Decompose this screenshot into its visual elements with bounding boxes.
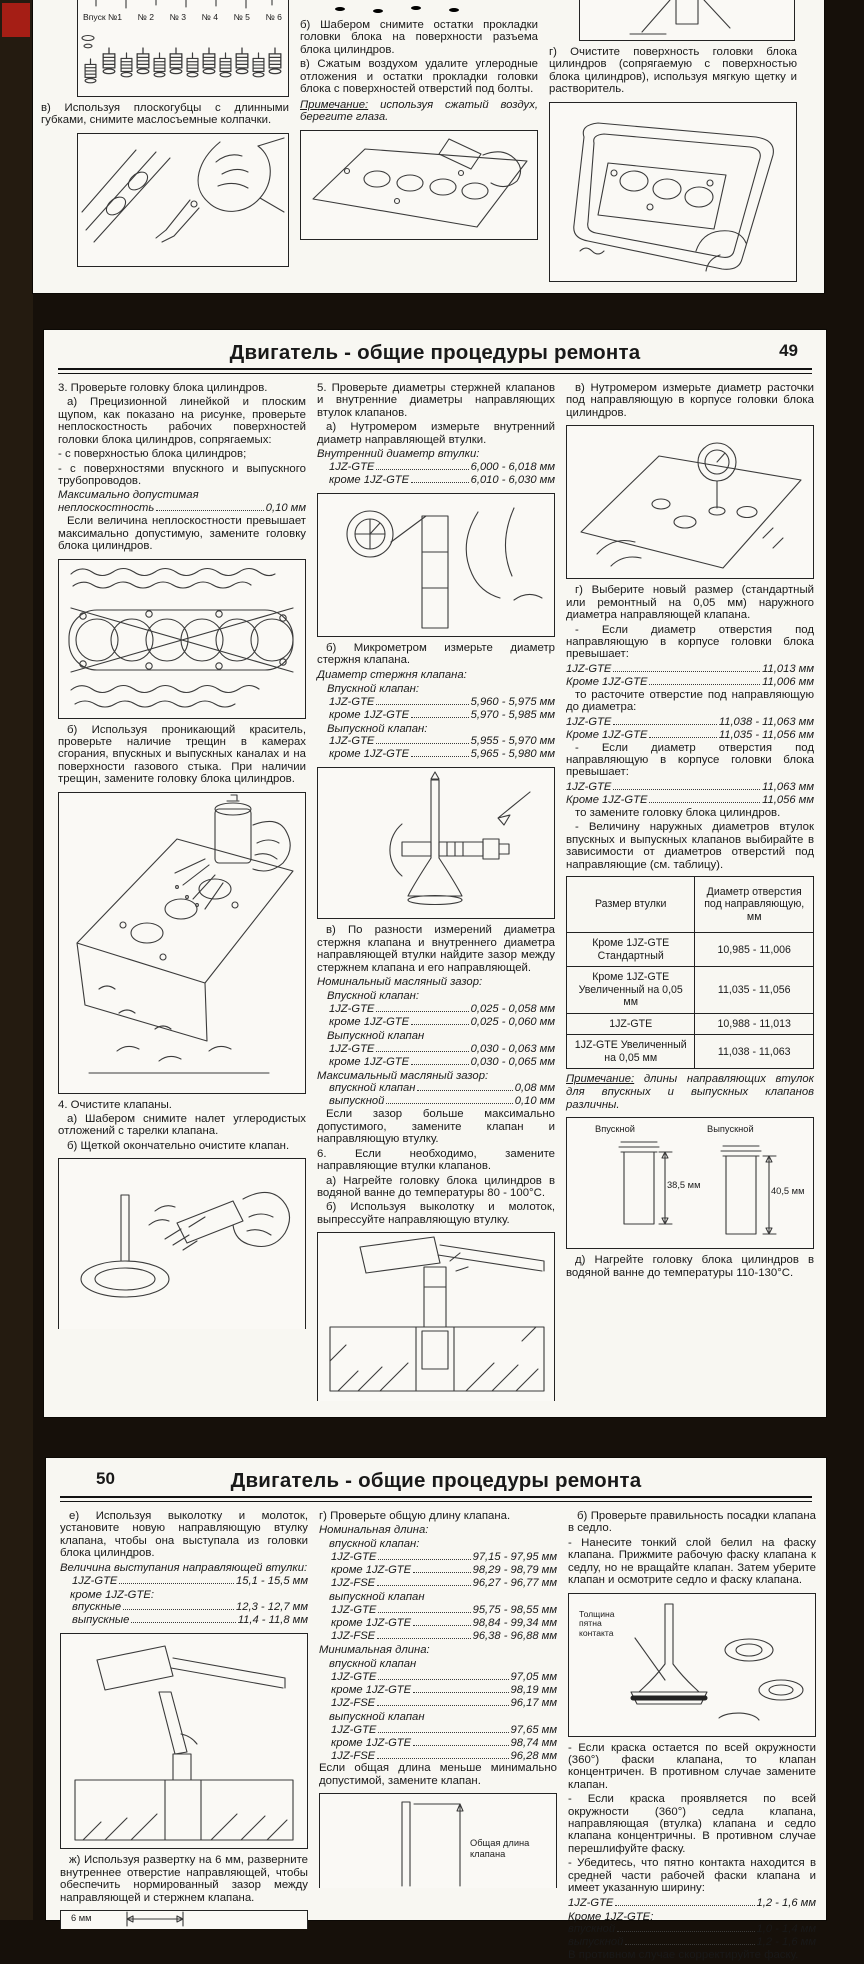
step-5-conclusion: Если зазор больше максимально допустимого, замените клапан и направляющую втулку. (317, 1108, 555, 1146)
figure-guide-lengths (566, 1117, 814, 1249)
spec-label: 1JZ-GTE (72, 1574, 118, 1587)
dotted-leader (376, 469, 468, 470)
page-number: 49 (779, 341, 798, 360)
spec-value: 0,08 мм (514, 1082, 555, 1095)
label-2: № 2 (137, 12, 155, 22)
table-header-size: Размер втулки (567, 876, 695, 933)
step-5b: б) Микрометром измерьте диаметр стержня клапана. (317, 641, 555, 667)
bore-in-head-sketch (567, 426, 811, 576)
spec-heading-intake: Впускной клапан: (327, 682, 420, 695)
step-g-valve-length: г) Проверьте общую длину клапана. (319, 1510, 511, 1522)
spec-heading-nominal-clearance: Номинальный масляный зазор: (317, 976, 483, 989)
step-3-title: 3. Проверьте головку блока цилиндров. (58, 382, 268, 394)
spec-line (58, 502, 306, 515)
spec-label: кроме 1JZ-GTE (329, 748, 410, 761)
dotted-leader (377, 1758, 508, 1759)
note-guide-lengths (566, 1073, 814, 1111)
condition-1: - Если диаметр отверстия под направляющую в корпусе головки блока превышает: (566, 623, 814, 661)
guide-install-sketch (61, 1634, 305, 1846)
spec-line (317, 1003, 555, 1016)
step-b-scraper: б) Шабером снимите остатки прокладки головки блока на поверхности разъема блока цилиндров. (300, 19, 538, 56)
table-cell-diameter: 10,985 - 11,006 (695, 933, 814, 967)
guide-selection-note: - Величину наружных диаметров втулок впускных и выпускных клапанов выбирайте в зависимости от диаметров отверстий под направляющие (см. таблицу). (566, 821, 814, 871)
correct-chamfer: В противном случае скорректируйте фаску. (568, 1949, 799, 1962)
step-6a: а) Нагрейте головку блока цилиндров в водяной ванне до температуры 80 - 100°С. (317, 1174, 555, 1199)
spec-line (319, 1630, 557, 1643)
spec-line (317, 1043, 555, 1056)
spec-label: неплоскостность (58, 502, 155, 515)
column-3 (568, 1510, 816, 1964)
guide-size-table (566, 876, 814, 1070)
step-3a: а) Прецизионной линейкой и плоским щупом, как показано на рисунке, проверьте неплоскостность рабочих поверхностей головки блока цилиндров, сопрягаемых: (58, 396, 306, 446)
page-50 (46, 1458, 826, 1962)
column-2 (317, 382, 555, 1401)
spec-heading-protrusion: Величина выступания направляющей втулки: (60, 1561, 308, 1574)
spec-value: 11,035 - 11,056 мм (718, 728, 814, 741)
table-cell-diameter: 11,035 - 11,056 (695, 967, 814, 1014)
spec-value: 6,010 - 6,030 мм (470, 473, 555, 486)
dotted-leader (131, 1622, 235, 1623)
table-row (567, 967, 814, 1014)
spec-value: 11,056 мм (762, 793, 814, 806)
spec-label: кроме 1JZ-GTE (329, 1055, 410, 1068)
spec-label: 1JZ-GTE (329, 1002, 375, 1015)
dotted-leader (411, 1064, 469, 1065)
spec-heading-stem-od: Диаметр стержня клапана: (317, 668, 467, 681)
solvent-tray-sketch (550, 103, 794, 279)
step-5v-clearance: в) По разности измерений диаметра стержня клапана и внутреннего диаметра направляющей втулки найдите зазор между стержнем клапана и его направляющей. (317, 924, 555, 974)
table-row (567, 933, 814, 967)
label-intake-length: 38,5 мм (667, 1180, 701, 1191)
spec-label: 1JZ-GTE (331, 1723, 377, 1736)
spec-label: 1JZ-GTE (329, 735, 375, 748)
spec-label: Кроме 1JZ-GTE (566, 675, 648, 688)
step-d-heat-head: д) Нагрейте головку блока цилиндров в водяной ванне до температуры 110-130°С. (566, 1254, 814, 1279)
dotted-leader (613, 671, 760, 672)
spec-line (319, 1551, 557, 1564)
step-e-install-guide: е) Используя выколотку и молоток, установите новую направляющую втулку клапана, чтобы она выступала из головки блока цилиндров. (60, 1510, 308, 1560)
table-cell-size: 1JZ-GTE Увеличенный на 0,05 мм (567, 1035, 695, 1069)
spec-line (319, 1617, 557, 1630)
red-corner-marker (2, 3, 30, 37)
seating-check-procedure: - Нанесите тонкий слой белил на фаску клапана. Прижмите рабочую фаску клапана к седлу, но не вращайте клапан. Затем уберите клапан и осмотрите седло и фаску клапана. (568, 1536, 816, 1587)
label-contact-width: Толщина пятна контакта (579, 1608, 615, 1638)
spec-value: 98,84 - 99,34 мм (472, 1616, 557, 1629)
note-text: используя сжатый воздух, берегите глаза. (300, 98, 538, 124)
page-title: Двигатель - общие процедуры ремонта (229, 341, 641, 364)
spec-heading-flatness: Максимально допустимая (58, 489, 199, 502)
dotted-leader (413, 1692, 508, 1693)
figure-pliers-oil-seal (77, 133, 289, 267)
dotted-leader (376, 743, 468, 744)
table-cell-size: Кроме 1JZ-GTE Увеличенный на 0,05 мм (567, 967, 695, 1014)
figure-valve-springs-chart (77, 0, 289, 97)
dotted-leader (123, 1609, 234, 1610)
spec-line (317, 461, 555, 474)
column-3 (566, 382, 814, 1401)
dotted-leader (376, 1051, 468, 1052)
column-1 (41, 0, 289, 287)
step-g-select-size: г) Выберите новый размер (стандартный или ремонтный на 0,05 мм) наружного диаметра направляющей клапана. (566, 584, 814, 622)
figure-dye-spray-check (58, 792, 306, 1094)
spec-line (566, 676, 814, 689)
spec-label: кроме 1JZ-GTE (331, 1564, 412, 1577)
spec-value: 11,013 мм (762, 662, 814, 675)
label-intake-1: Впуск №1 (83, 12, 123, 22)
spec-heading-intake: впускной клапан (329, 1657, 417, 1670)
spec-heading-except: Кроме 1JZ-GTE: (568, 1910, 654, 1923)
figure-valve-overall-length (319, 1793, 557, 1888)
spec-heading-except: кроме 1JZ-GTE: (70, 1588, 155, 1601)
spec-label: впускной клапан (329, 1082, 416, 1095)
column-3 (549, 0, 797, 287)
spec-value: 97,15 - 97,95 мм (472, 1551, 557, 1564)
spec-line (317, 1056, 555, 1069)
spec-line (319, 1684, 557, 1697)
page-number: 50 (96, 1469, 115, 1488)
spec-label: кроме 1JZ-GTE (331, 1736, 412, 1749)
spec-heading-guide-id: Внутренний диаметр втулки: (317, 448, 480, 461)
dotted-leader (378, 1559, 470, 1560)
valve-brushing-sketch (59, 1159, 303, 1327)
spec-value: 11,006 мм (762, 675, 814, 688)
spec-label: 1JZ-FSE (331, 1577, 376, 1590)
spec-label: 1JZ-GTE (329, 695, 375, 708)
spec-line (317, 696, 555, 709)
dotted-leader (615, 1905, 754, 1906)
spec-line (319, 1697, 557, 1710)
spec-line (60, 1614, 308, 1627)
punch-hammer-sketch (318, 1233, 552, 1399)
spec-line (568, 1936, 816, 1949)
table-header-row (567, 876, 814, 933)
spec-line (319, 1750, 557, 1763)
figure-reamer-cut (60, 1910, 308, 1929)
step-3-conclusion: Если величина неплоскостности превышает максимально допустимую, замените головку блока цилиндров. (58, 515, 306, 553)
spec-line (566, 716, 814, 729)
label-overall-length: Общая длина клапана (470, 1838, 530, 1859)
dotted-leader (413, 1572, 471, 1573)
spec-value: 0,10 мм (265, 502, 306, 515)
table-cell-diameter: 11,038 - 11,063 (695, 1035, 814, 1069)
dotted-leader (411, 717, 469, 718)
spec-value: 0,030 - 0,063 мм (470, 1042, 555, 1055)
step-b-valve-seating: б) Проверьте правильность посадки клапана в седло. (568, 1510, 816, 1535)
dotted-leader (377, 1705, 508, 1706)
spec-value: 15,1 - 15,5 мм (236, 1574, 308, 1587)
dye-spray-sketch (59, 793, 303, 1091)
spec-heading-intake: впускной клапан: (329, 1538, 420, 1551)
spec-line (566, 729, 814, 742)
spec-label: 1JZ-GTE (331, 1551, 377, 1564)
spec-line (317, 474, 555, 487)
spec-value: 1,2 - 1,6 мм (756, 1896, 816, 1909)
spec-line (566, 781, 814, 794)
spec-value: 0,025 - 0,058 мм (470, 1002, 555, 1015)
spec-line (566, 663, 814, 676)
spec-heading-exhaust: Выпускной клапан (327, 1029, 425, 1042)
check-valve-concentric: - Если краска остается по всей окружности (360°) фаски клапана, то клапан концентричен. В противном случае замените клапан. (568, 1741, 816, 1791)
step-4a: а) Шабером снимите налет углеродистых отложений с тарелки клапана. (58, 1113, 306, 1138)
check-seat-concentric: - Если краска проявляется по всей окружности (360°) седла клапана, направляющая (втулка) клапана и седло клапана концентричны. В противном случае перешлифуйте фаску. (568, 1793, 816, 1855)
spec-line (566, 794, 814, 807)
figure-bore-gauge-in-head (566, 425, 814, 579)
viewer-left-margin (0, 0, 33, 1920)
spec-line (317, 709, 555, 722)
spec-label: кроме 1JZ-GTE (329, 708, 410, 721)
spec-value: 97,65 мм (510, 1723, 557, 1736)
spec-heading-max-clearance: Максимальный масляный зазор: (317, 1069, 489, 1082)
spec-label: 1JZ-GTE (566, 715, 612, 728)
spec-line (317, 1082, 555, 1095)
step-3a-item2: - с поверхностями впускного и выпускного трубопроводов. (58, 462, 306, 487)
spec-label: кроме 1JZ-GTE (329, 1015, 410, 1028)
page-49-header (44, 330, 826, 365)
deck-scraping-sketch (301, 131, 535, 237)
figure-guide-install (60, 1633, 308, 1849)
spec-value: 0,10 мм (514, 1095, 555, 1108)
dotted-leader (649, 737, 716, 738)
figure-valve-seat-contact (568, 1593, 816, 1737)
condition-2: - Если диаметр отверстия под направляющую в корпусе головки блока превышает: (566, 741, 814, 779)
label-exhaust-length: 40,5 мм (771, 1186, 805, 1197)
spec-label: 1JZ-FSE (331, 1696, 376, 1709)
step-6-title: 6. Если необходимо, замените направляющие втулки клапанов. (317, 1147, 555, 1173)
dotted-leader (156, 510, 264, 511)
dotted-leader (119, 1583, 234, 1584)
label-6: № 6 (265, 12, 282, 22)
table-cell-size: 1JZ-GTE (567, 1013, 695, 1035)
spec-line (60, 1601, 308, 1614)
spec-label: кроме 1JZ-GTE (329, 473, 410, 486)
spec-value: 97,05 мм (510, 1670, 557, 1683)
dotted-leader (417, 1090, 512, 1091)
length-conclusion: Если общая длина меньше минимально допустимой, замените клапан. (319, 1762, 557, 1787)
pliers-sketch (78, 134, 286, 264)
dotted-leader (378, 1679, 508, 1680)
bore-gauge-sketch (318, 494, 552, 634)
step-6b: б) Используя выколотку и молоток, выпрессуйте направляющую втулку. (317, 1201, 555, 1226)
spec-label: Кроме 1JZ-GTE (566, 728, 648, 741)
spec-heading-exhaust: Выпускной клапан: (327, 722, 428, 735)
cut-tool-sketch (580, 0, 792, 38)
step-4-title: 4. Очистите клапаны. (58, 1098, 172, 1111)
label-3: № 3 (169, 12, 186, 22)
spec-label: выпускной (568, 1936, 624, 1949)
spec-label: 1JZ-GTE (568, 1896, 614, 1909)
dotted-leader (376, 1011, 468, 1012)
column-2 (300, 0, 538, 287)
spec-line (317, 735, 555, 748)
dotted-leader (377, 1585, 470, 1586)
dotted-leader (411, 482, 469, 483)
label-5: № 5 (233, 12, 250, 22)
spec-line (317, 1095, 555, 1108)
figure-cut-top-tool (579, 0, 795, 41)
page-49 (44, 330, 826, 1417)
step-v-bore-measure: в) Нутромером измерьте диаметр расточки под направляющую в корпусе головки блока цилиндров. (566, 382, 814, 419)
spec-value: 5,970 - 5,985 мм (470, 708, 555, 721)
label-intake-guide: Впускной (595, 1124, 635, 1135)
step-4b: б) Щеткой окончательно очистите клапан. (67, 1139, 290, 1152)
step-3a-item1: - с поверхностью блока цилиндров; (58, 448, 247, 461)
spring-chart-labels (83, 12, 282, 22)
table-row (567, 1013, 814, 1035)
spec-heading-nominal-length: Номинальная длина: (319, 1524, 429, 1537)
figure-block-deck-scraping (300, 130, 538, 240)
spec-value: 96,28 мм (510, 1749, 557, 1762)
step-v-compressed-air: в) Сжатым воздухом удалите углеродные отложения и остатки прокладки головки блока с поверхностей отверстий под болты. (300, 58, 538, 96)
page-50-header (46, 1458, 826, 1493)
spec-heading-exhaust: выпускной клапан (329, 1591, 425, 1604)
spec-value: 12,3 - 12,7 мм (236, 1601, 308, 1614)
action-replace-head: то замените головку блока цилиндров. (575, 806, 781, 819)
spec-heading-intake: Впускной клапан: (327, 989, 420, 1002)
spec-value: 1,2 - 1,6 мм (756, 1936, 816, 1949)
spec-value: 6,000 - 6,018 мм (470, 460, 555, 473)
dotted-leader (649, 802, 760, 803)
spec-value: 0,025 - 0,060 мм (470, 1015, 555, 1028)
spec-value: 98,74 мм (510, 1736, 557, 1749)
spec-heading-min-length: Минимальная длина: (319, 1643, 430, 1656)
spec-line (568, 1923, 816, 1936)
spec-label: Кроме 1JZ-GTE (566, 793, 648, 806)
spec-line (319, 1671, 557, 1684)
table-header-diameter: Диаметр отверстия под направляющую, мм (695, 876, 814, 933)
dotted-leader (378, 1732, 508, 1733)
table-row (567, 1035, 814, 1069)
figure-head-flatness-check (58, 559, 306, 719)
spec-line (317, 1016, 555, 1029)
spec-value: 11,4 - 11,8 мм (237, 1614, 308, 1627)
spec-value: 11,038 - 11,063 мм (718, 715, 814, 728)
spec-line (319, 1737, 557, 1750)
note-compressed-air (300, 99, 538, 124)
figure-valve-brushing (58, 1158, 306, 1329)
figure-micrometer-valve-stem (317, 767, 555, 919)
spec-label: впускной (568, 1923, 616, 1936)
flatness-check-sketch (59, 560, 303, 716)
spec-line (319, 1604, 557, 1617)
step-5a: а) Нутромером измерьте внутренний диаметр направляющей втулки. (317, 421, 555, 446)
spec-value: 5,960 - 5,975 мм (470, 695, 555, 708)
dotted-leader (413, 1745, 508, 1746)
cut-figure-fragments (300, 0, 538, 14)
dotted-leader (413, 1625, 471, 1626)
dotted-leader (617, 1931, 754, 1932)
spec-line (319, 1564, 557, 1577)
figure-guide-press-out (317, 1232, 555, 1401)
table-cell-size: Кроме 1JZ-GTE Стандартный (567, 933, 695, 967)
spec-value: 96,17 мм (510, 1696, 557, 1709)
spec-line (319, 1724, 557, 1737)
step-3b-dye-check: б) Используя проникающий краситель, проверьте наличие трещин в камерах сгорания, впускных и выпускных каналах и на поверхности газового стыка. При наличии трещин, замените головку блока цилиндров. (58, 723, 306, 786)
spec-line (60, 1575, 308, 1588)
spec-label: 1JZ-GTE (566, 662, 612, 675)
spec-label: кроме 1JZ-GTE (331, 1683, 412, 1696)
spec-value: 95,75 - 98,55 мм (472, 1604, 557, 1616)
dotted-leader (625, 1944, 754, 1945)
spec-label: выпускные (72, 1614, 130, 1627)
figure-head-in-solvent-tray (549, 102, 797, 282)
spec-label: 1JZ-GTE (329, 460, 375, 473)
spec-value: 5,965 - 5,980 мм (470, 748, 555, 761)
label-reamer-size: 6 мм (71, 1913, 92, 1924)
action-rebore: то расточите отверстие под направляющую до диаметра: (566, 688, 814, 714)
reamer-dim-sketch (61, 1911, 299, 1927)
table-cell-diameter: 10,988 - 11,013 (695, 1013, 814, 1035)
dotted-leader (613, 789, 760, 790)
dotted-leader (377, 1638, 470, 1639)
column-2 (319, 1510, 557, 1964)
spec-value: 98,29 - 98,79 мм (472, 1564, 557, 1577)
spec-value: 96,27 - 96,77 мм (472, 1577, 557, 1590)
step-g-clean-head: г) Очистите поверхность головки блока цилиндров (сопрягаемую с поверхностью блока цилиндров), используя мягкую щетку и растворитель. (549, 46, 797, 96)
spec-value: 1,0 - 1,4 мм (756, 1923, 816, 1936)
dotted-leader (376, 704, 468, 705)
spec-label: 1JZ-GTE (329, 1042, 375, 1055)
label-4: № 4 (201, 12, 218, 22)
spec-value: 96,38 - 96,88 мм (472, 1629, 557, 1642)
page-top-partial (33, 0, 824, 293)
note-text: длины направляющих втулок для впускных и выпускных клапанов различны. (566, 1073, 814, 1111)
step-5-title: 5. Проверьте диаметры стержней клапанов и внутренние диаметры направляющих втулок клапанов. (317, 382, 555, 419)
check-contact-band: - Убедитесь, что пятно контакта находится в средней части рабочей фаски клапана и имеет указанную ширину: (568, 1857, 816, 1895)
spec-label: впускные (72, 1601, 122, 1614)
spec-label: 1JZ-FSE (331, 1629, 376, 1642)
dotted-leader (386, 1103, 512, 1104)
spec-value: 11,063 мм (762, 780, 814, 793)
dotted-leader (411, 756, 469, 757)
spec-heading-exhaust: выпускной клапан (329, 1710, 425, 1723)
column-1 (60, 1510, 308, 1964)
spec-value: 5,955 - 5,970 мм (470, 735, 555, 748)
spec-label: 1JZ-GTE (566, 780, 612, 793)
page-title: Двигатель - общие процедуры ремонта (230, 1469, 642, 1492)
step-zh-ream-guide: ж) Используя развертку на 6 мм, разверните внутреннее отверстие направляющей, чтобы обеспечить нормированный зазор между направляющей и стержнем клапана. (60, 1854, 308, 1904)
spec-label: 1JZ-FSE (331, 1749, 376, 1762)
dotted-leader (613, 724, 716, 725)
figure-bore-gauge-dial (317, 493, 555, 637)
spec-value: 98,19 мм (510, 1683, 557, 1696)
spec-line (317, 748, 555, 761)
label-exhaust-guide: Выпускной (707, 1124, 754, 1135)
micrometer-sketch (318, 768, 552, 916)
dotted-leader (378, 1612, 470, 1613)
spec-value: 0,030 - 0,065 мм (470, 1055, 555, 1068)
spec-line (319, 1577, 557, 1590)
spec-label: кроме 1JZ-GTE (331, 1616, 412, 1629)
column-1 (58, 382, 306, 1401)
spec-label: выпускной (329, 1095, 385, 1108)
dotted-leader (411, 1024, 469, 1025)
note-label: Примечание: (566, 1073, 635, 1086)
spec-line (568, 1897, 816, 1910)
note-label: Примечание: (300, 98, 369, 111)
spec-label: 1JZ-GTE (331, 1604, 377, 1616)
dotted-leader (649, 684, 760, 685)
spec-label: 1JZ-GTE (331, 1670, 377, 1683)
step-v-pliers: в) Используя плоскогубцы с длинными губками, снимите маслосъемные колпачки. (41, 102, 289, 127)
